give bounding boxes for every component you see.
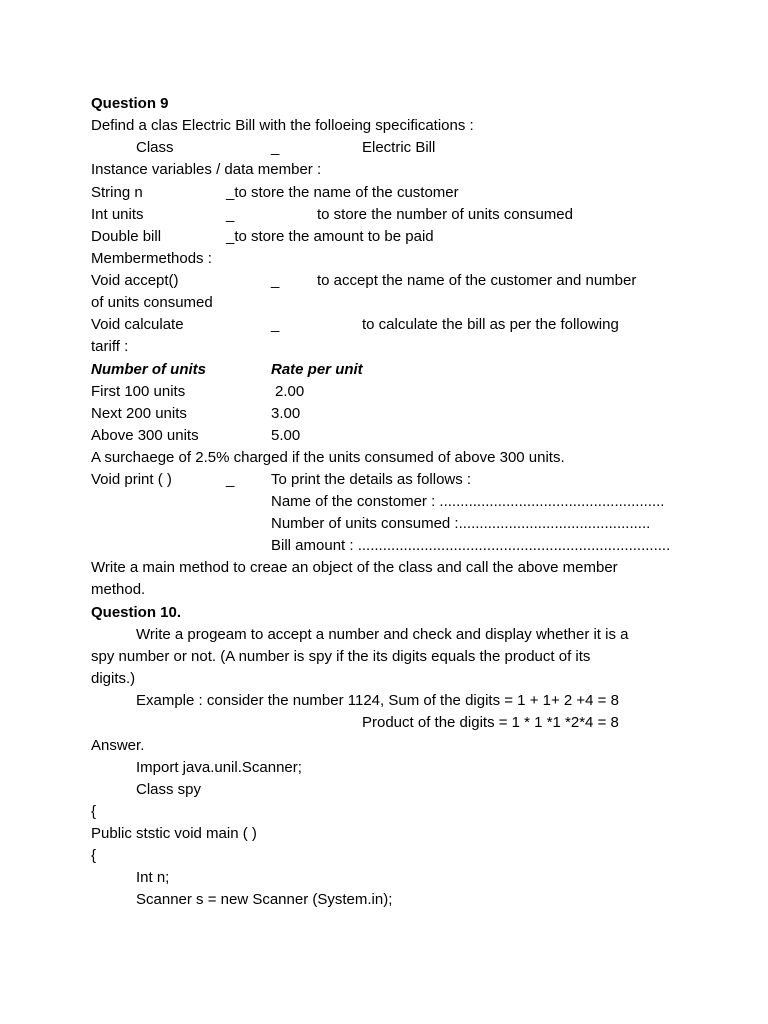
main-method-text: Write a main method to creae an object of the class and call the above member [91, 559, 618, 576]
example-product-line: Product of the digits = 1 * 1 *1 *2*4 = 8 [362, 714, 619, 731]
calculate-signature: Void calculate [91, 316, 184, 333]
print-method-line [0, 470, 768, 490]
print-units-line: Number of units consumed :.............................................. [271, 515, 651, 532]
class-label: Class [136, 139, 174, 156]
accept-method-line [0, 271, 768, 291]
tariff-header [0, 360, 768, 380]
class-name: Electric Bill [362, 139, 436, 156]
code-line: Int n; [136, 869, 170, 886]
surcharge-note: A surchaege of 2.5% charged if the units consumed of above 300 units. [91, 449, 565, 466]
accept-desc-continued: of units consumed [91, 294, 213, 311]
code-line: Import java.unil.Scanner; [136, 759, 302, 776]
var-units-line [0, 205, 768, 225]
question-10-text: digits.) [91, 670, 136, 687]
var-n-type: String n [91, 184, 143, 201]
tariff-rate: 2.00 [275, 383, 305, 400]
print-dash: _ [226, 471, 235, 488]
question-10-text: Write a progeam to accept a number and check and display whether it is a [136, 626, 629, 643]
tariff-rate: 3.00 [271, 405, 301, 422]
tariff-units: First 100 units [91, 383, 186, 400]
var-bill-type: Double bill [91, 228, 162, 245]
instance-variables-heading: Instance variables / data member : [91, 161, 322, 178]
tariff-rate: 5.00 [271, 427, 301, 444]
print-signature: Void print ( ) [91, 471, 172, 488]
question-9-intro: Defind a clas Electric Bill with the folloeing specifications : [91, 117, 474, 134]
calculate-dash: _ [271, 316, 280, 333]
print-name-line: Name of the constomer : ...................................................... [271, 493, 665, 510]
accept-dash: _ [271, 272, 280, 289]
calculate-desc: to calculate the bill as per the following [362, 316, 619, 333]
accept-signature: Void accept() [91, 272, 179, 289]
print-bill-line: Bill amount : ........................................................................... [271, 537, 671, 554]
var-units-desc: to store the number of units consumed [317, 206, 573, 223]
tariff-header-units: Number of units [91, 361, 206, 378]
tariff-header-rate: Rate per unit [271, 361, 363, 378]
code-line: Scanner s = new Scanner (System.in); [136, 891, 393, 908]
code-line: Public ststic void main ( ) [91, 825, 257, 842]
tariff-row [0, 404, 768, 424]
tariff-row [0, 382, 768, 402]
example-sum-line: Example : consider the number 1124, Sum of the digits = 1 + 1+ 2 +4 = 8 [136, 692, 619, 709]
tariff-row [0, 426, 768, 446]
code-line: Class spy [136, 781, 202, 798]
question-10-text: spy number or not. (A number is spy if the its digits equals the product of its [91, 648, 591, 665]
member-methods-heading: Membermethods : [91, 250, 212, 267]
var-n-line [0, 183, 768, 203]
class-dash: _ [271, 139, 280, 156]
var-n-desc: _to store the name of the customer [226, 184, 459, 201]
tariff-units: Above 300 units [91, 427, 199, 444]
code-line: { [91, 803, 97, 820]
calculate-method-line [0, 315, 768, 335]
print-desc: To print the details as follows : [271, 471, 472, 488]
var-bill-line [0, 227, 768, 247]
calculate-desc-continued: tariff : [91, 338, 129, 355]
var-bill-desc: _to store the amount to be paid [226, 228, 434, 245]
question-10-heading: Question 10. [91, 604, 182, 621]
tariff-units: Next 200 units [91, 405, 187, 422]
accept-desc: to accept the name of the customer and number [317, 272, 637, 289]
main-method-text-continued: method. [91, 581, 146, 598]
code-line: { [91, 847, 97, 864]
var-units-dash: _ [226, 206, 235, 223]
question-9-heading: Question 9 [91, 95, 169, 112]
answer-label: Answer. [91, 737, 145, 754]
var-units-type: Int units [91, 206, 144, 223]
class-spec-line [0, 138, 768, 158]
